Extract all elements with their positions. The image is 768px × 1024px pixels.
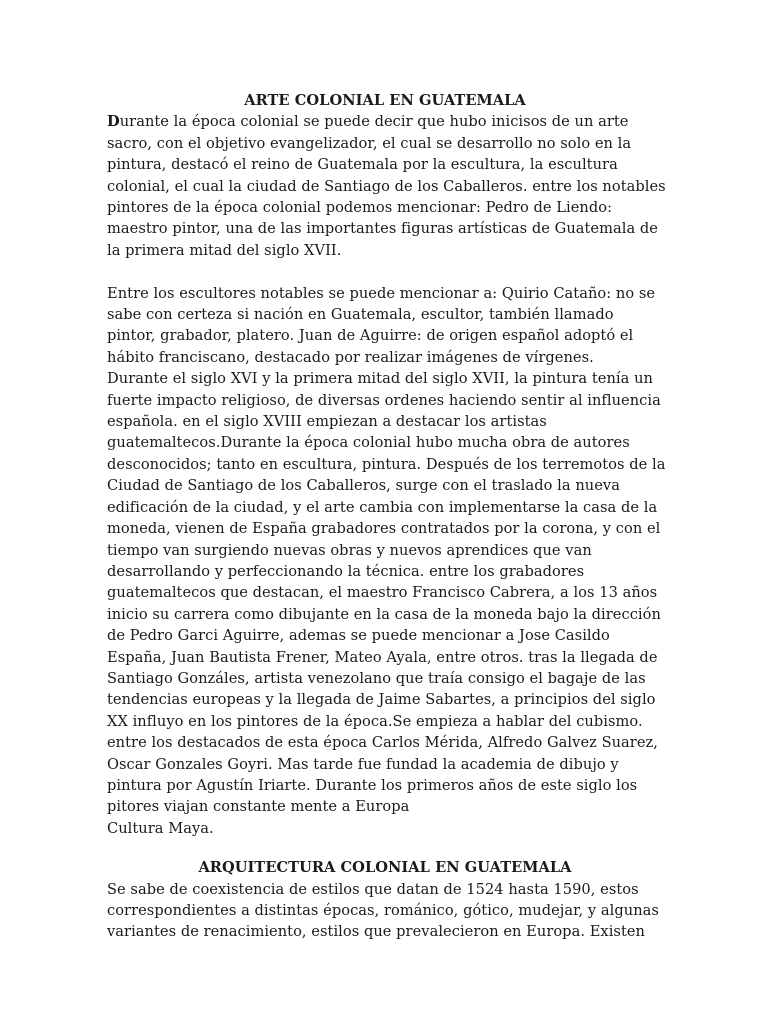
paragraph-line: Entre los escultores notables se puede mencionar a: Quirio Cataño: no se bbox=[107, 284, 656, 302]
paragraph-line: sabe con certeza si nación en Guatemala, escultor, también llamado bbox=[107, 306, 614, 324]
drop-cap: D bbox=[107, 113, 120, 131]
paragraph-line: correspondientes a distintas épocas, románico, gótico, mudejar, y algunas bbox=[107, 902, 659, 920]
paragraph-line: moneda, vienen de España grabadores contratados por la corona, y con el bbox=[107, 520, 661, 538]
paragraph-line: XX influyo en los pintores de la época.Se empieza a hablar del cubismo. bbox=[107, 712, 643, 730]
paragraph-line: pintor, grabador, platero. Juan de Aguirre: de origen español adoptó el bbox=[107, 327, 634, 345]
paragraph-line: pitores viajan constante mente a Europa bbox=[107, 798, 410, 816]
paragraph-line: Cultura Maya. bbox=[107, 819, 214, 837]
paragraph-line: Se sabe de coexistencia de estilos que datan de 1524 hasta 1590, estos bbox=[107, 880, 639, 898]
paragraph-line: de Pedro Garci Aguirre, ademas se puede mencionar a Jose Casildo bbox=[107, 627, 610, 645]
paragraph-line: desarrollando y perfeccionando la técnica. entre los grabadores bbox=[107, 562, 585, 580]
paragraph-line: tendencias europeas y la llegada de Jaime Sabartes, a principios del siglo bbox=[107, 691, 656, 709]
paragraph-line: guatemaltecos que destacan, el maestro Francisco Cabrera, a los 13 años bbox=[107, 584, 658, 602]
paragraph-intro bbox=[107, 111, 666, 261]
paragraph-escultores bbox=[107, 283, 666, 840]
paragraph-line: Durante la época colonial se puede decir que hubo inicisos de un arte bbox=[107, 113, 629, 131]
paragraph-line: sacro, con el objetivo evangelizador, el cual se desarrollo no solo en la bbox=[107, 134, 632, 152]
paragraph-line: fuerte impacto religioso, de diversas ordenes haciendo sentir al influencia bbox=[107, 391, 661, 409]
paragraph-line: desconocidos; tanto en escultura, pintura. Después de los terremotos de la bbox=[107, 455, 666, 473]
paragraph-line: Santiago Gonzáles, artista venezolano que traía consigo el bagaje de las bbox=[107, 669, 646, 687]
paragraph-line: española. en el siglo XVIII empiezan a destacar los artistas bbox=[107, 413, 547, 431]
paragraph-line: pintura, destacó el reino de Guatemala por la escultura, la escultura bbox=[107, 156, 618, 174]
paragraph-line: guatemaltecos.Durante la época colonial hubo mucha obra de autores bbox=[107, 434, 630, 452]
paragraph-spacer bbox=[107, 261, 663, 282]
paragraph-line: maestro pintor, una de las importantes figuras artísticas de Guatemala de bbox=[107, 220, 658, 238]
paragraph-line: la primera mitad del siglo XVII. bbox=[107, 241, 342, 259]
paragraph-line: inicio su carrera como dibujante en la casa de la moneda bajo la dirección bbox=[107, 605, 661, 623]
section-title-arquitectura-colonial: ARQUITECTURA COLONIAL EN GUATEMALA bbox=[198, 859, 572, 877]
paragraph-line: Durante el siglo XVI y la primera mitad del siglo XVII, la pintura tenía un bbox=[107, 370, 653, 388]
paragraph-line: entre los destacados de esta época Carlos Mérida, Alfredo Galvez Suarez, bbox=[107, 734, 658, 752]
section-title-arte-colonial: ARTE COLONIAL EN GUATEMALA bbox=[244, 92, 526, 109]
paragraph-line: España, Juan Bautista Frener, Mateo Ayala, entre otros. tras la llegada de bbox=[107, 648, 658, 666]
paragraph-line: variantes de renacimiento, estilos que prevalecieron en Europa. Existen bbox=[107, 923, 645, 941]
paragraph-line: edificación de la ciudad, y el arte cambia con implementarse la casa de la bbox=[107, 498, 658, 516]
document-content bbox=[107, 90, 666, 943]
paragraph-line: Oscar Gonzales Goyri. Mas tarde fue fundad la academia de dibujo y bbox=[107, 755, 619, 773]
paragraph-line: tiempo van surgiendo nuevas obras y nuevos aprendices que van bbox=[107, 541, 592, 559]
section-spacer bbox=[107, 839, 663, 857]
paragraph-line: Ciudad de Santiago de los Caballeros, surge con el traslado la nueva bbox=[107, 477, 620, 495]
paragraph-line: colonial, el cual la ciudad de Santiago de los Caballeros. entre los notables bbox=[107, 177, 666, 195]
paragraph-arquitectura bbox=[107, 879, 663, 943]
paragraph-line: pintores de la época colonial podemos mencionar: Pedro de Liendo: bbox=[107, 199, 613, 217]
paragraph-line: hábito franciscano, destacado por realizar imágenes de vírgenes. bbox=[107, 348, 594, 366]
paragraph-line: pintura por Agustín Iriarte. Durante los primeros años de este siglo los bbox=[107, 776, 638, 794]
